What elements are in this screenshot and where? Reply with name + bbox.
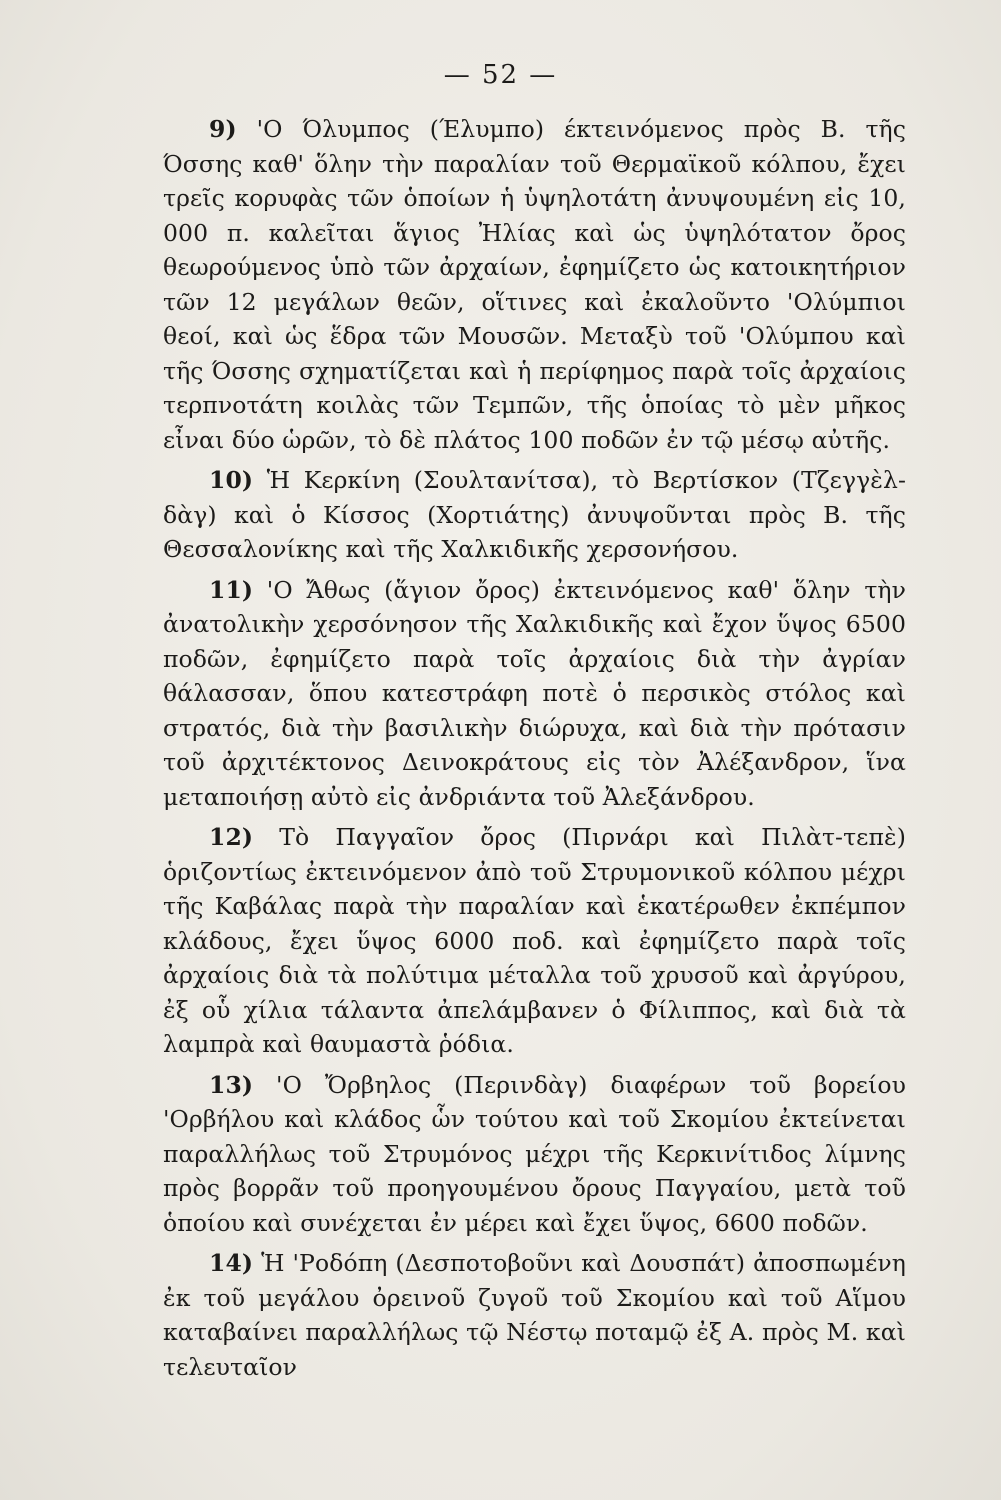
paragraph-number: 14) bbox=[209, 1249, 254, 1277]
paragraph-text: 'Ο Όλυμπος (Έλυμπο) έκτεινόμενος πρὸς Β. τῆς Όσσης καθ' ὅλην τὴν παραλίαν τοῦ Θερμαϊκοῦ κόλπου, ἔχει τρεῖς κορυφὰς τῶν ὁποίων ἡ ὑψηλοτάτη ἀνυψουμένη εἰς 10, 000 π. καλεῖται ἅγιος Ἠλίας καὶ ὡς ὑψηλότατον ὄρος θεωρούμενος ὑπὸ τῶν ἀρχαίων, ἐφημίζετο ὡς κατοικητήριον τῶν 12 μεγάλων θεῶν, οἵτινες καὶ ἐκαλοῦντο 'Ολύμπιοι θεοί, καὶ ὡς ἕδρα τῶν Μουσῶν. Μεταξὺ τοῦ 'Ολύμπου καὶ τῆς Όσσης σχηματίζεται καὶ ἡ περίφημος παρὰ τοῖς ἀρχαίοις τερπνοτάτη κοιλὰς τῶν Τεμπῶν, τῆς ὁποίας τὸ μὲν μῆκος εἶναι δύο ὡρῶν, τὸ δὲ πλάτος 100 ποδῶν ἐν τῷ μέσῳ αὐτῆς. bbox=[163, 115, 906, 454]
paragraph-14 bbox=[163, 1246, 906, 1384]
paragraph-number: 13) bbox=[209, 1070, 254, 1099]
paragraph-9 bbox=[163, 112, 906, 457]
paragraph-text: Ἡ 'Ροδόπη (Δεσποτοβοῦνι καὶ Δουσπάτ) ἀποσπωμένη ἐκ τοῦ μεγάλου ὀρεινοῦ ζυγοῦ τοῦ Σκομίου καὶ τοῦ Αἵμου καταβαίνει παραλλήλως τῷ Νέστῳ ποταμῷ ἐξ Α. πρὸς Μ. καὶ τελευταῖον bbox=[163, 1249, 906, 1381]
paragraph-text: Ἡ Κερκίνη (Σουλτανίτσα), τὸ Βερτίσκον (Τζεγγὲλ-δὰγ) καὶ ὁ Κίσσος (Χορτιάτης) ἀνυψοῦνται πρὸς Β. τῆς Θεσσαλονίκης καὶ τῆς Χαλκιδικῆς χερσονήσου. bbox=[163, 466, 906, 563]
paragraph-11 bbox=[163, 573, 906, 815]
paragraph-number: 12) bbox=[209, 823, 254, 851]
paragraph-number: 10) bbox=[209, 466, 254, 494]
paragraph-13 bbox=[163, 1068, 906, 1241]
paragraph-text: Τὸ Παγγαῖον ὄρος (Πιρνάρι καὶ Πιλὰτ-τεπὲ) ὁριζοντίως ἐκτεινόμενον ἀπὸ τοῦ Στρυμονικοῦ κόλπου μέχρι τῆς Καβάλας παρὰ τὴν παραλίαν καὶ ἑκατέρωθεν ἐκπέμπον κλάδους, ἔχει ὕψος 6000 ποδ. καὶ ἐφημίζετο παρὰ τοῖς ἀρχαίοις διὰ τὰ πολύτιμα μέταλλα τοῦ χρυσοῦ καὶ ἀργύρου, ἐξ οὗ χίλια τάλαντα ἀπελάμβανεν ὁ Φίλιππος, καὶ διὰ τὰ λαμπρὰ καὶ θαυμαστὰ ῥόδια. bbox=[163, 823, 906, 1058]
paragraph-number: 9) bbox=[209, 115, 237, 143]
paragraph-text: 'Ο Ὄρβηλος (Περινδὰγ) διαφέρων τοῦ βορείου 'Ορβήλου καὶ κλάδος ὧν τούτου καὶ τοῦ Σκομίου ἐκτείνεται παραλλήλως τοῦ Στρυμόνος μέχρι τῆς Κερκινίτιδος λίμνης πρὸς βορρᾶν τοῦ προηγουμένου ὄρους Παγγαίου, μετὰ τοῦ ὁποίου καὶ συνέχεται ἐν μέρει καὶ ἔχει ὕψος, 6600 ποδῶν. bbox=[163, 1070, 906, 1237]
paragraph-12 bbox=[163, 820, 906, 1062]
paragraph-number: 11) bbox=[209, 575, 254, 604]
paragraph-10 bbox=[163, 463, 906, 567]
page-number: — 52 — bbox=[443, 60, 558, 90]
text-block bbox=[163, 112, 906, 1384]
paragraph-text: 'Ο Ἄθως (ἅγιον ὄρος) ἐκτεινόμενος καθ' ὅλην τὴν ἀνατολικὴν χερσόνησον τῆς Χαλκιδικῆς καὶ ἔχον ὕψος 6500 ποδῶν, ἐφημίζετο παρὰ τοῖς ἀρχαίοις διὰ τὴν ἀγρίαν θάλασσαν, ὅπου κατεστράφη ποτὲ ὁ περσικὸς στόλος καὶ στρατός, διὰ τὴν βασιλικὴν διώρυχα, καὶ διὰ τὴν πρότασιν τοῦ ἀρχιτέκτονος Δεινοκράτους εἰς τὸν Ἀλέξανδρον, ἵνα μεταποιήσῃ αὐτὸ εἰς ἀνδριάντα τοῦ Ἀλεξάνδρου. bbox=[163, 575, 906, 811]
